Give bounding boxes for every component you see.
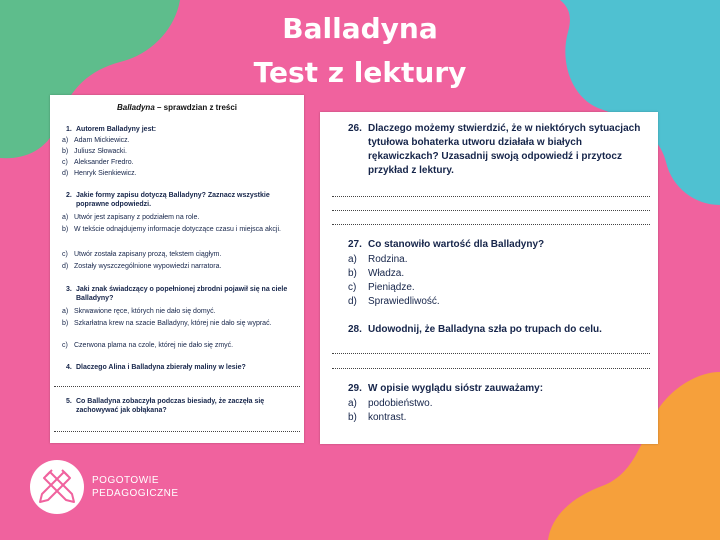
question-27: 27. Co stanowiło wartość dla Balladyny? xyxy=(348,239,545,250)
option-3a[interactable]: a) Skrwawione ręce, których nie dało się domyć. xyxy=(62,308,216,315)
option-1c[interactable]: c) Aleksander Fredro. xyxy=(62,159,134,166)
question-4: 4. Dlaczego Alina i Balladyna zbierały maliny w lesie? xyxy=(66,364,246,371)
option-1a[interactable]: a) Adam Mickiewicz. xyxy=(62,137,130,144)
option-2a[interactable]: a) Utwór jest zapisany z podziałem na role. xyxy=(62,214,200,221)
test-sheet-right xyxy=(320,112,658,444)
brand-line-2: PEDAGOGICZNE xyxy=(92,488,179,499)
answer-line[interactable] xyxy=(332,224,650,225)
option-27d[interactable]: d) Sprawiedliwość. xyxy=(348,296,440,307)
question-5: 5. Co Balladyna zobaczyła podczas biesiady, że zaczęła się zachowywać jak obłąkana? xyxy=(66,398,265,414)
answer-line[interactable] xyxy=(54,386,300,387)
option-3c[interactable]: c) Czerwona plama na czole, której nie dało się zmyć. xyxy=(62,342,234,349)
answer-line[interactable] xyxy=(332,368,650,369)
question-2: 2. Jakie formy zapisu dotyczą Balladyny? Zaznacz wszystkie poprawne odpowiedzi. xyxy=(66,192,270,208)
option-2d[interactable]: d) Zostały wyszczególnione wypowiedzi narratora. xyxy=(62,263,222,270)
option-1d[interactable]: d) Henryk Sienkiewicz. xyxy=(62,170,137,177)
option-1b[interactable]: b) Juliusz Słowacki. xyxy=(62,148,127,155)
answer-line[interactable] xyxy=(54,431,300,432)
answer-line[interactable] xyxy=(332,196,650,197)
option-29b[interactable]: b) kontrast. xyxy=(348,412,407,423)
question-26: 26. Dlaczego możemy stwierdzić, że w niektórych sytuacjach tytułowa bohaterka utworu działała w białych rękawiczkach? Uzasadnij swoją odpowiedź i przytocz przykład z lektury. xyxy=(348,123,641,176)
page-title: Balladyna xyxy=(282,12,438,45)
brand-name xyxy=(92,474,179,500)
option-27c[interactable]: c) Pieniądze. xyxy=(348,282,415,293)
option-3b[interactable]: b) Szkarłatna krew na szacie Balladyny, której nie dało się wyprać. xyxy=(62,320,272,327)
option-2b[interactable]: b) W tekście odnajdujemy informacje dotyczące czasu i miejsca akcji. xyxy=(62,226,281,233)
page-subtitle: Test z lektury xyxy=(253,56,467,89)
question-29: 29. W opisie wyglądu sióstr zauważamy: xyxy=(348,383,544,394)
pencils-x-icon xyxy=(30,460,84,514)
answer-line[interactable] xyxy=(332,353,650,354)
answer-line[interactable] xyxy=(332,210,650,211)
test-sheet-left xyxy=(50,95,304,443)
option-2c[interactable]: c) Utwór została zapisany prozą, tekstem ciągłym. xyxy=(62,251,222,258)
brand-line-1: POGOTOWIE xyxy=(92,475,160,486)
sheet-title: Balladyna – sprawdzian z treści xyxy=(116,103,238,112)
option-29a[interactable]: a) podobieństwo. xyxy=(348,398,433,409)
question-3: 3. Jaki znak świadczący o popełnionej zbrodni pojawił się na ciele Balladyny? xyxy=(66,286,288,302)
option-27b[interactable]: b) Władza. xyxy=(348,268,405,279)
option-27a[interactable]: a) Rodzina. xyxy=(348,254,408,265)
question-1: 1. Autorem Balladyny jest: xyxy=(66,126,157,133)
question-28: 28. Udowodnij, że Balladyna szła po trupach do celu. xyxy=(348,324,602,335)
